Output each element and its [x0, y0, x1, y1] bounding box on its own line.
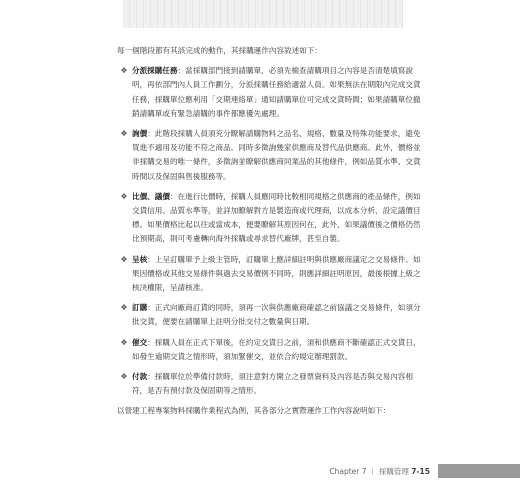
item-text: ：當採購部門接到請購單，必須先檢查請購項目之內容是否清楚填寫說明，再依部門內人員工作劃分，分派採購任務給適當人員。如果無法在期限內完成交貨任務，採購單位應利用「交期連絡單」通知請購單位可完成交貨時間；如果請購單位撤銷請購單或有緊急請購的事件都應優先處理。	[132, 66, 421, 118]
list-item	[117, 127, 422, 184]
diamond-bullet-icon: ❖	[120, 372, 128, 382]
diamond-bullet-icon: ❖	[120, 191, 128, 201]
header-decoration	[123, 0, 403, 28]
footer-separator: ｜	[368, 467, 379, 476]
diamond-bullet-icon: ❖	[120, 303, 128, 313]
list-item	[117, 253, 422, 296]
diamond-bullet-icon: ❖	[120, 66, 128, 76]
list-item	[117, 190, 422, 247]
page-content	[117, 44, 422, 426]
item-term: 訂購	[132, 303, 148, 313]
list-item	[117, 64, 422, 121]
footer-bar	[438, 464, 520, 478]
item-term: 比價、議價	[132, 191, 170, 201]
item-term: 催交	[132, 337, 148, 347]
footer-page-number: 7-15	[411, 467, 430, 476]
outro-paragraph: 以營建工程專案物料採購作業程式為例，其各部分之實際運作工作內容說明如下：	[117, 406, 391, 416]
footer-text	[329, 466, 430, 477]
list-item	[117, 301, 422, 329]
diamond-bullet-icon: ❖	[120, 254, 128, 264]
item-text: ：此階段採購人員須充分瞭解請購物料之品名、規格、數量及特殊功能要求，避免買進不適用及功能不符之商品。同時多徵詢幾家供應商及替代品供應商。此外，價格並非採購交易的唯一條件，多徵詢並瞭解供應商同業品的其他條件，例如品質水準、交貨時間以及保固與售後服務等。	[132, 129, 421, 181]
intro-paragraph: 每一個階段都有其該完成的動作，其採購運作內容敘述如下：	[117, 46, 323, 55]
item-text: ：正式向廠商訂貨的同時，須再一次與供應廠商確認之前協議之交易條件，如須分批交貨，便要在請購單上註明分批交付之數量與日期。	[132, 303, 421, 327]
item-term: 呈核	[132, 254, 148, 264]
list-item	[117, 370, 422, 398]
list-item	[117, 336, 422, 364]
diamond-bullet-icon: ❖	[120, 129, 128, 139]
item-term: 分派採購任務	[132, 66, 178, 76]
item-term: 付款	[132, 372, 148, 382]
item-text: ：採購單位於準備付款時，須注意對方開立之發票資料及內容是否與交易內容相符，是否有預付款及保固期等之情形。	[132, 372, 413, 396]
footer-chapter: Chapter 7	[329, 467, 367, 476]
footer-title: 採購管理	[378, 467, 409, 476]
item-text: ：上呈訂購單予上級主管時，訂購單上應詳細註明與供應廠商議定之交易條件。如果因價格或其他交易條件與過去交易價例不同時，則應詳細註明原因，最後根據上級之核決權限，呈請核准。	[132, 254, 421, 293]
procurement-steps-list	[117, 64, 422, 398]
item-text: ：採購人員在正式下單後，在約定交貨日之前，須和供應商不斷確認正式交貨日，如發生逾期交貨之情形時，須加緊催交，並依合約規定辦理罰款。	[132, 337, 421, 361]
diamond-bullet-icon: ❖	[120, 337, 128, 347]
item-term: 詢價	[132, 129, 148, 139]
item-text: ：在進行比價時，採購人員應同時比較相同規格之供應商的產品條件，例如交貨信用、品質水準等，並詳加瞭解對方是製造商或代理商，以成本分析，設定議價目標。如果價格比起以往或當成本，便要瞭解其原因何在，此外，如果議價後之價格仍然比預期高，則可考慮轉向海外採購或尋求替代廠牌，甚至自製。	[132, 191, 421, 244]
page-footer	[0, 460, 520, 482]
